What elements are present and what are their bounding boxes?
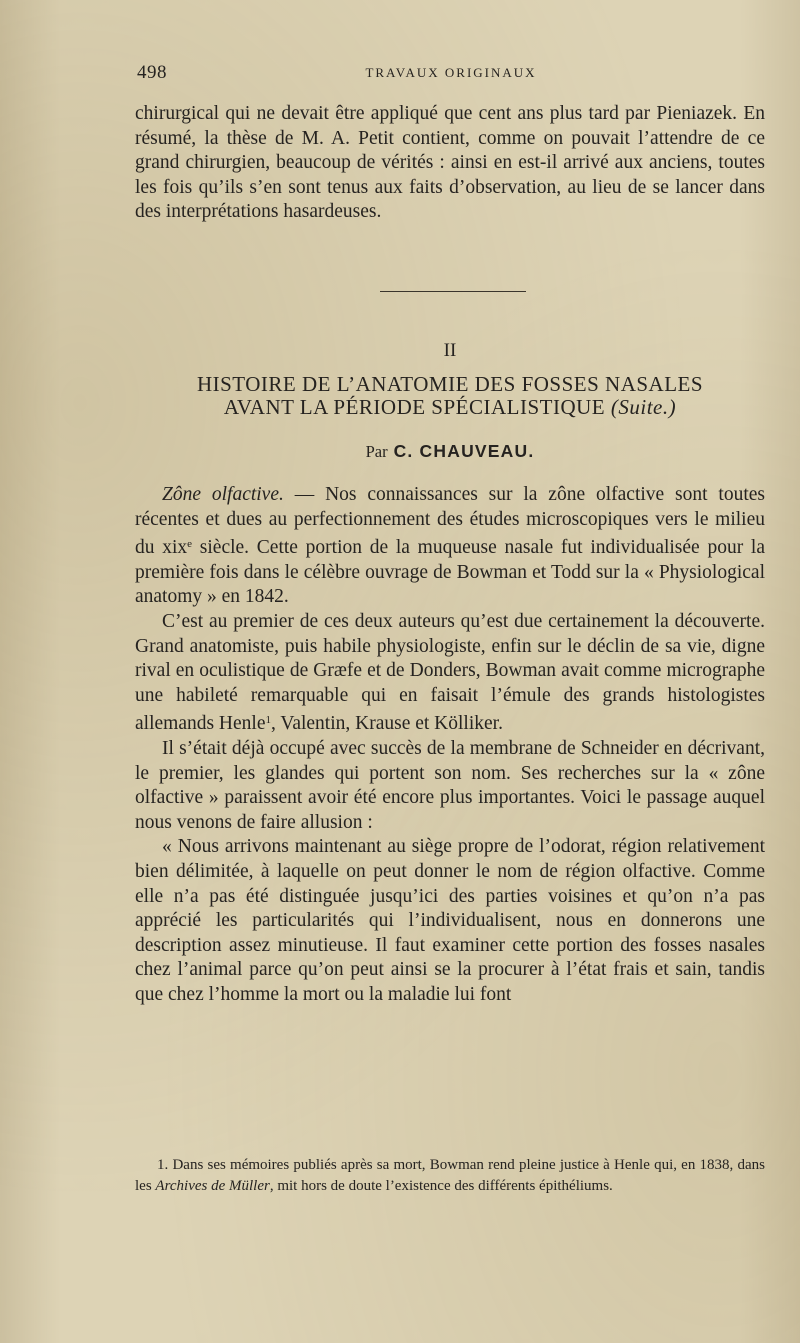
main-text-block [135,483,765,1007]
footnotes [135,1155,765,1197]
section-divider [380,291,526,292]
section-title-line-2-text: AVANT LA PÉRIODE SPÉCIALISTIQUE [223,395,606,419]
footnote-number: 1. [157,1157,169,1173]
paragraph-subhead: Zône olfactive. [162,484,284,505]
footnote-reference[interactable]: 1 [265,714,271,727]
intro-paragraph-block [135,102,765,225]
section-title-suffix: (Suite.) [610,395,677,419]
footnote-journal: Archives de Müller [155,1178,270,1194]
paragraph-3: Il s’était déjà occupé avec succès de la membrane de Schneider en décrivant, le premier, les glandes qui portent son nom. Ses recherches sur la « zône olfactive » paraissent avoir été encore plus importantes. Voici le passage auquel nous venons de faire allusion : [135,737,765,833]
section-title [135,373,765,419]
century-superscript: e [187,538,193,551]
paragraph-4: « Nous arrivons maintenant au siège propre de l’odorat, région relativement bien délimitée, à laquelle on peut donner le nom de région olfactive. Comme elle n’a pas été distinguée jusqu’ici des parties voisines et qu’on n’a pas apprécié les particularités qui l’individualisent, nous en donnerons une description assez minutieuse. Il faut examiner cette portion des fosses nasales chez l’animal parce qu’on peut ainsi se la procurer à l’état frais et sain, tandis que chez l’homme la mort ou la maladie lui font [135,836,765,1005]
section-title-line-1: HISTOIRE DE L’ANATOMIE DES FOSSES NASALES [196,372,704,396]
byline-prefix: Par [365,442,388,461]
section-title-line-2 [135,396,765,419]
page-number: 498 [137,62,167,83]
footnote-1 [135,1155,765,1197]
paragraph-2-text-a: C’est au premier de ces deux auteurs qu’est due certainement la découverte. Grand anatomiste, puis habile physiologiste, enfin sur le déclin de sa vie, digne rival en oculistique de Græfe et de Donders, Bowman avait comme micrographe une habileté remarquable qui en faisait l’émule des grands histologistes allemands Henle [135,610,765,735]
paragraph-1-text-a: — Nos connaissances sur la zône olfactive sont toutes récentes et dues au perfectionnement des études microscopiques vers le milieu du xix [135,484,765,559]
section-number: II [443,340,457,361]
intro-paragraph: chirurgical qui ne devait être appliqué que cent ans plus tard par Pieniazek. En résumé, la thèse de M. A. Petit contient, comme on pouvait l’attendre de ce grand chirurgien, beaucoup de vérités : ainsi en est-il arrivé aux anciens, toutes les fois qu’ils s’en sont tenus aux faits d’observation, au lieu de se lancer dans des interprétations hasardeuses. [135,103,765,223]
footnote-text-b: , mit hors de doute l’existence des différents épithéliums. [269,1178,613,1194]
footnote-text-a: Dans ses mémoires publiés après sa mort, Bowman rend pleine justice à Henle qui, en 1838, dans les [135,1157,765,1194]
paragraph-2 [135,610,765,737]
page-header [137,62,765,88]
running-head: TRAVAUX ORIGINAUX [365,65,537,80]
paragraph-2-text-b: , Valentin, Krause et Kölliker. [271,713,503,735]
paragraph-1-text-b: siècle. Cette portion de la muqueuse nasale fut individualisée pour la première fois dans le célèbre ouvrage de Bowman et Todd sur la « Physiological anatomy » en 1842. [135,537,765,608]
byline [135,441,765,462]
author-name: C. CHAUVEAU. [393,441,535,461]
paragraph-1 [135,483,765,610]
